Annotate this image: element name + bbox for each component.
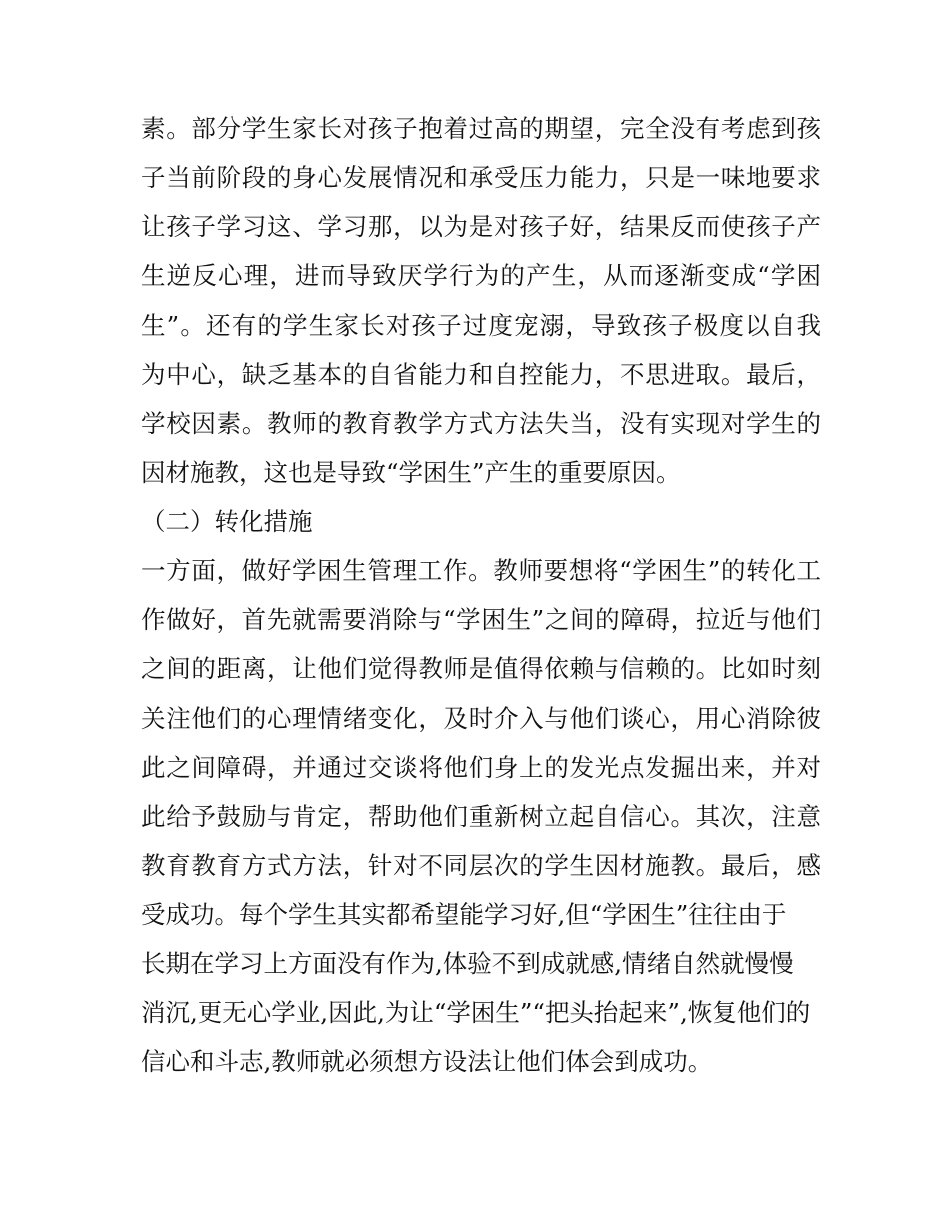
text-line: 生逆反心理，进而导致厌学行为的产生，从而逐渐变成“学困 [141, 261, 821, 290]
text-line: 为中心，缺乏基本的自省能力和自控能力，不思进取。最后， [141, 360, 821, 389]
text-line: 一方面，做好学困生管理工作。教师要想将“学困生”的转化工 [141, 556, 821, 585]
paragraph-last-line: 信心和斗志,教师就必须想方设法让他们体会到成功。 [141, 1047, 713, 1076]
text-line: 消沉,更无心学业,因此,为让“学困生”“把头抬起来”,恢复他们的 [141, 998, 811, 1027]
text-line: 生”。还有的学生家长对孩子过度宠溺，导致孩子极度以自我 [141, 311, 821, 340]
text-line: 之间的距离，让他们觉得教师是值得依赖与信赖的。比如时刻 [141, 654, 821, 683]
text-line: 教育教育方式方法，针对不同层次的学生因材施教。最后，感 [141, 851, 821, 880]
paragraph-last-line: 因材施教，这也是导致“学困生”产生的重要原因。 [141, 458, 681, 487]
text-line: 让孩子学习这、学习那，以为是对孩子好，结果反而使孩子产 [141, 212, 821, 241]
text-line: 子当前阶段的身心发展情况和承受压力能力，只是一味地要求 [141, 163, 821, 192]
text-line: 受成功。每个学生其实都希望能学习好,但“学困生”往往由于 [141, 900, 787, 929]
text-line: 关注他们的心理情绪变化，及时介入与他们谈心，用心消除彼 [141, 704, 821, 733]
text-line: 素。部分学生家长对孩子抱着过高的期望，完全没有考虑到孩 [141, 114, 821, 143]
text-line: 此给予鼓励与肯定，帮助他们重新树立起自信心。其次，注意 [141, 802, 821, 831]
text-line: 作做好，首先就需要消除与“学困生”之间的障碍，拉近与他们 [141, 605, 821, 634]
text-line: 长期在学习上方面没有作为,体验不到成就感,情绪自然就慢慢 [141, 949, 794, 978]
text-line: 学校因素。教师的教育教学方式方法失当，没有实现对学生的 [141, 409, 821, 438]
section-heading: （二）转化措施 [141, 507, 313, 536]
text-line: 此之间障碍，并通过交谈将他们身上的发光点发掘出来，并对 [141, 753, 821, 782]
